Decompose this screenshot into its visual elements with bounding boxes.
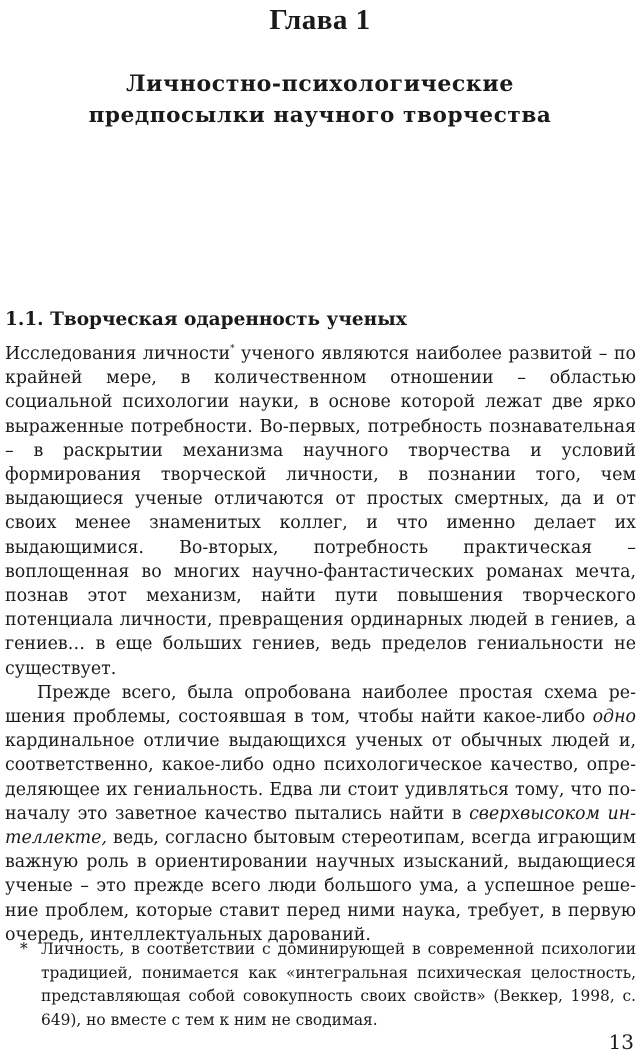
paragraph <box>5 342 636 681</box>
footnote <box>20 938 636 1032</box>
paragraph-text: Прежде всего, была опробована наиболее простая схема решения проблемы, состоявшая в том, чтобы найти какое-либо <box>5 682 636 728</box>
paragraph-text: Исследования личности <box>5 344 231 364</box>
chapter-title <box>0 68 640 132</box>
chapter-title-line1: Личностно-психологические <box>126 71 514 97</box>
body-text <box>5 342 636 947</box>
emphasis-text: сверхвысоком интеллекте, <box>5 803 637 849</box>
footnote-text: Личность, в соответствии с доминирующей в современной психологии традицией, понимается как «интегральная психическая целостность, представляющая собой совокупность своих свойств» (Веккер, 1998, с. 649), но вместе с тем к ним не сводимая. <box>41 940 636 1029</box>
paragraph-text: кардинальное отличие выдающихся ученых от обычных людей и, соответственно, какое-либо одно психологическое качество, определяющее их гениальность. Едва ли стоит удивляться тому, что поначалу это заветное качество пытались найти в <box>5 731 636 824</box>
footnote-reference: * <box>230 344 235 354</box>
emphasis-text: одно <box>592 707 636 728</box>
paragraph-text: ученого являются наиболее развитой – по крайней мере, в количественном отношении – областью социальной психологии науки, в основе которой лежат две ярко выраженные потребности. Во-первых, потребность познавательная – в раскрытии механизма научного творчества и условий формирования творческой личности, в познании того, чем выдающиеся ученые отличаются от простых смертных, да и от своих менее знаменитых коллег, и что именно делает их выдающимися. Во-вторых, потребность практическая – воплощенная во многих научно-фантастических романах мечта, познав этот механизм, найти пути повышения творческого потенциала личности, превращения ординарных людей в гениев, а гениев… в еще больших гениев, ведь пределов гениальности не существует. <box>5 344 636 679</box>
paragraph <box>5 681 636 947</box>
chapter-title-line2: предпосылки научного творчества <box>88 103 552 128</box>
paragraph-text: ведь, согласно бытовым стереотипам, всегда играющим важную роль в ориентировании научных изысканий, выдающиеся ученые – это прежде всего люди большого ума, а успешное решение проблем, которые ставит перед ними наука, требует, в первую очередь, интеллектуальных дарований. <box>5 828 636 945</box>
chapter-label: Глава 1 <box>269 4 371 36</box>
footnote-mark: * <box>20 940 28 958</box>
section-heading: 1.1. Творческая одаренность ученых <box>5 309 407 330</box>
page-number: 13 <box>608 1030 634 1054</box>
